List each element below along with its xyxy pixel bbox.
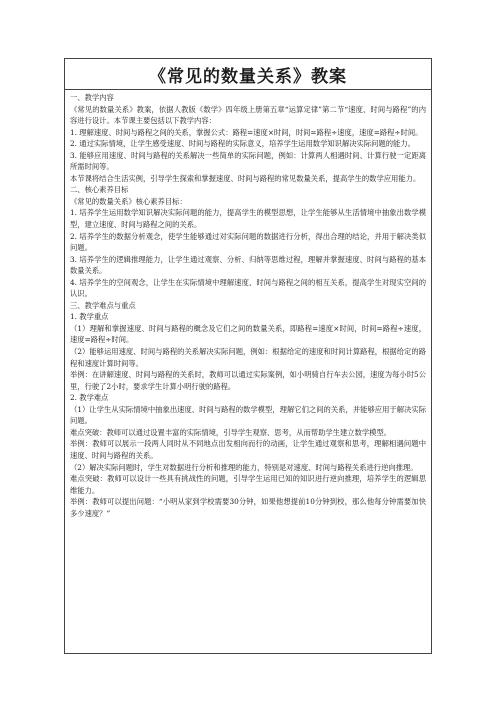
heading-teaching-content: 一、教学内容 <box>70 93 114 102</box>
paragraph: 4. 培养学生的空间观念，让学生在实际情境中理解速度、时间与路程之间的相互关系，提高学生对现实空间的认识。 <box>70 277 426 299</box>
subheading-difficulties: 2. 教学难点 <box>70 393 109 403</box>
paragraph: 3. 能够应用速度、时间与路程的关系解决一些简单的实际问题，例如：计算两人相遇时间、计算行驶一定距离所需时间等。 <box>70 150 426 172</box>
paragraph: 举例：教师可以提出问题：“小明从家到学校需要30分钟，如果他想提前10分钟到校，那么他每分钟需要加快多少速度？” <box>70 497 426 518</box>
heading-core-literacy: 二、核心素养目标 <box>70 185 129 195</box>
heading-difficulties-focus: 三、教学难点与重点 <box>70 300 136 310</box>
subheading-focus: 1. 教学重点 <box>70 312 109 322</box>
paragraph: （1）理解和掌握速度、时间与路程的概念及它们之间的数量关系，即路程=速度×时间，时间=路程÷速度，速度=路程÷时间。 <box>70 323 426 345</box>
paragraph: 本节课将结合生活实例，引导学生探索和掌握速度、时间与路程的常见数量关系，提高学生的数学应用能力。 <box>70 173 421 183</box>
paragraph: 举例：在讲解速度、时间与路程的关系时，教师可以通过实际案例，如小明骑自行车去公园，速度为每小时5公里，行驶了2小时，要求学生计算小明行驶的路程。 <box>70 370 426 391</box>
title-row <box>65 59 431 90</box>
paragraph: 1. 培养学生运用数学知识解决实际问题的能力，提高学生的模型思想，让学生能够从生活情境中抽象出数学模型，建立速度、时间与路程之间的关系。 <box>70 208 426 230</box>
paragraph: 难点突破：教师可以设计一些具有挑战性的问题，引导学生运用已知的知识进行逆向推理，培养学生的逻辑思维能力。 <box>70 474 426 495</box>
paragraph: 《常见的数量关系》核心素养目标： <box>70 196 187 206</box>
paragraph: 《常见的数量关系》教案，依据人教版《数学》四年级上册第五章“运算定律”第二节“速度、时间与路程”的内容进行设计。本节课主要包括以下教学内容： <box>70 104 426 126</box>
paragraph: 3. 培养学生的逻辑推理能力，让学生通过观察、分析、归纳等思维过程，理解并掌握速度、时间与路程的基本数量关系。 <box>70 254 426 276</box>
paragraph: （2）解决实际问题时，学生对数据进行分析和推理的能力，特别是对速度、时间与路程关系进行逆向推理。 <box>70 462 418 472</box>
paragraph: 1. 理解速度、时间与路程之间的关系，掌握公式：路程=速度×时间，时间=路程÷速度，速度=路程÷时间。 <box>70 127 423 137</box>
paragraph: 2. 培养学生的数据分析观念，使学生能够通过对实际问题的数据进行分析，得出合理的结论，并用于解决类似问题。 <box>70 231 426 253</box>
document-body <box>65 90 431 519</box>
paragraph: 2. 通过实际情境，让学生感受速度、时间与路程的实际意义，培养学生运用数学知识解决实际问题的能力。 <box>70 139 415 149</box>
document-title: 《常见的数量关系》教案 <box>149 66 347 87</box>
paragraph: 难点突破：教师可以通过设置丰富的实际情境，引导学生观察、思考，从而帮助学生建立数学模型。 <box>70 427 392 437</box>
paragraph: （1）让学生从实际情境中抽象出速度、时间与路程的数学模型，理解它们之间的关系，并能够应用于解决实际问题。 <box>70 404 426 426</box>
document-page <box>64 58 432 654</box>
paragraph: （2）能够运用速度、时间与路程的关系解决实际问题，例如：根据给定的速度和时间计算路程，根据给定的路程和速度计算时间等。 <box>70 347 426 368</box>
paragraph: 举例：教师可以展示一段两人同时从不同地点出发相向而行的动画，让学生通过观察和思考，理解相遇问题中速度、时间与路程的关系。 <box>70 439 426 460</box>
